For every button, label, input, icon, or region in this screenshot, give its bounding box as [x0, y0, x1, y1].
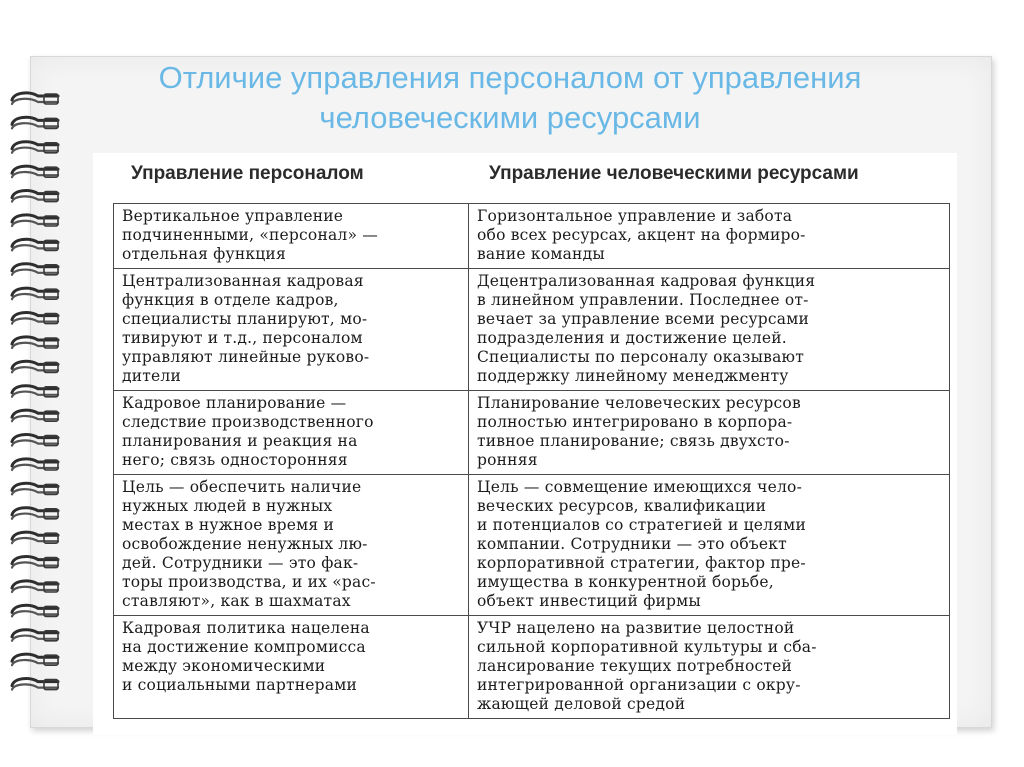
- spiral-ring: [12, 557, 58, 568]
- table-cell-personnel: Вертикальное управление подчиненными, «персонал» — отдельная функция: [114, 204, 469, 269]
- slide-title: Отличие управления персоналом от управления человеческими ресурсами: [158, 60, 862, 135]
- spiral-ring: [12, 532, 58, 543]
- spiral-ring: [12, 679, 58, 690]
- table-cell-hrm: Горизонтальное управление и забота обо всех ресурсах, акцент на формиро- вание команды: [469, 204, 950, 269]
- spiral-ring: [12, 142, 58, 153]
- spiral-ring: [12, 93, 58, 104]
- table-cell-hrm: Цель — совмещение имеющихся чело- веческих ресурсов, квалификации и потенциалов со стратегией и целями компании. Сотрудники — это объект корпоративной стратегии, фактор пре- имущества в конкурентной борьбе, объект инвестиций фирмы: [469, 475, 950, 616]
- table-cell-personnel: Централизованная кадровая функция в отделе кадров, специалисты планируют, мо- тивируют и т.д., персоналом управляют линейные руково- дители: [114, 269, 469, 391]
- spiral-ring: [12, 117, 58, 128]
- spiral-binding: [8, 88, 64, 698]
- spiral-ring: [12, 239, 58, 250]
- spiral-ring: [12, 508, 58, 519]
- table-row: [114, 616, 950, 719]
- table-cell-personnel: Кадровое планирование — следствие производственного планирования и реакция на него; связь односторонняя: [114, 391, 469, 475]
- table-cell-hrm: Планирование человеческих ресурсов полностью интегрировано в корпора- тивное планирование; связь двухсто- ронняя: [469, 391, 950, 475]
- table-cell-personnel: Цель — обеспечить наличие нужных людей в нужных местах в нужное время и освобождение ненужных лю- дей. Сотрудники — это фак- торы производства, и их «рас- ставляют», как в шахматах: [114, 475, 469, 616]
- comparison-table: [113, 203, 950, 719]
- spiral-ring: [12, 313, 58, 324]
- spiral-ring: [12, 215, 58, 226]
- spiral-ring: [12, 386, 58, 397]
- spiral-ring: [12, 337, 58, 348]
- table-row: [114, 391, 950, 475]
- column-header-human-resource-management: Управление человеческими ресурсами: [489, 163, 859, 184]
- column-header-personnel-management: Управление персоналом: [131, 163, 364, 184]
- spiral-ring: [12, 630, 58, 641]
- table-row: [114, 269, 950, 391]
- table-cell-hrm: Децентрализованная кадровая функция в линейном управлении. Последнее от- вечает за управление всеми ресурсами подразделения и достижение целей. Специалисты по персоналу оказывают поддержку линейному менеджменту: [469, 269, 950, 391]
- table-row: [114, 204, 950, 269]
- spiral-ring: [12, 288, 58, 299]
- table-cell-hrm: УЧР нацелено на развитие целостной сильной корпоративной культуры и сба- лансирование текущих потребностей интегрированной организации с окру- жающей деловой средой: [469, 616, 950, 719]
- spiral-ring: [12, 654, 58, 665]
- spiral-ring: [12, 605, 58, 616]
- table-row: [114, 475, 950, 616]
- spiral-ring: [12, 264, 58, 275]
- spiral-ring: [12, 166, 58, 177]
- spiral-ring: [12, 410, 58, 421]
- spiral-ring: [12, 459, 58, 470]
- comparison-table-card: [93, 153, 957, 735]
- spiral-ring: [12, 435, 58, 446]
- spiral-ring: [12, 483, 58, 494]
- spiral-ring: [12, 581, 58, 592]
- spiral-ring: [12, 191, 58, 202]
- spiral-ring: [12, 361, 58, 372]
- table-cell-personnel: Кадровая политика нацелена на достижение компромисса между экономическими и социальными партнерами: [114, 616, 469, 719]
